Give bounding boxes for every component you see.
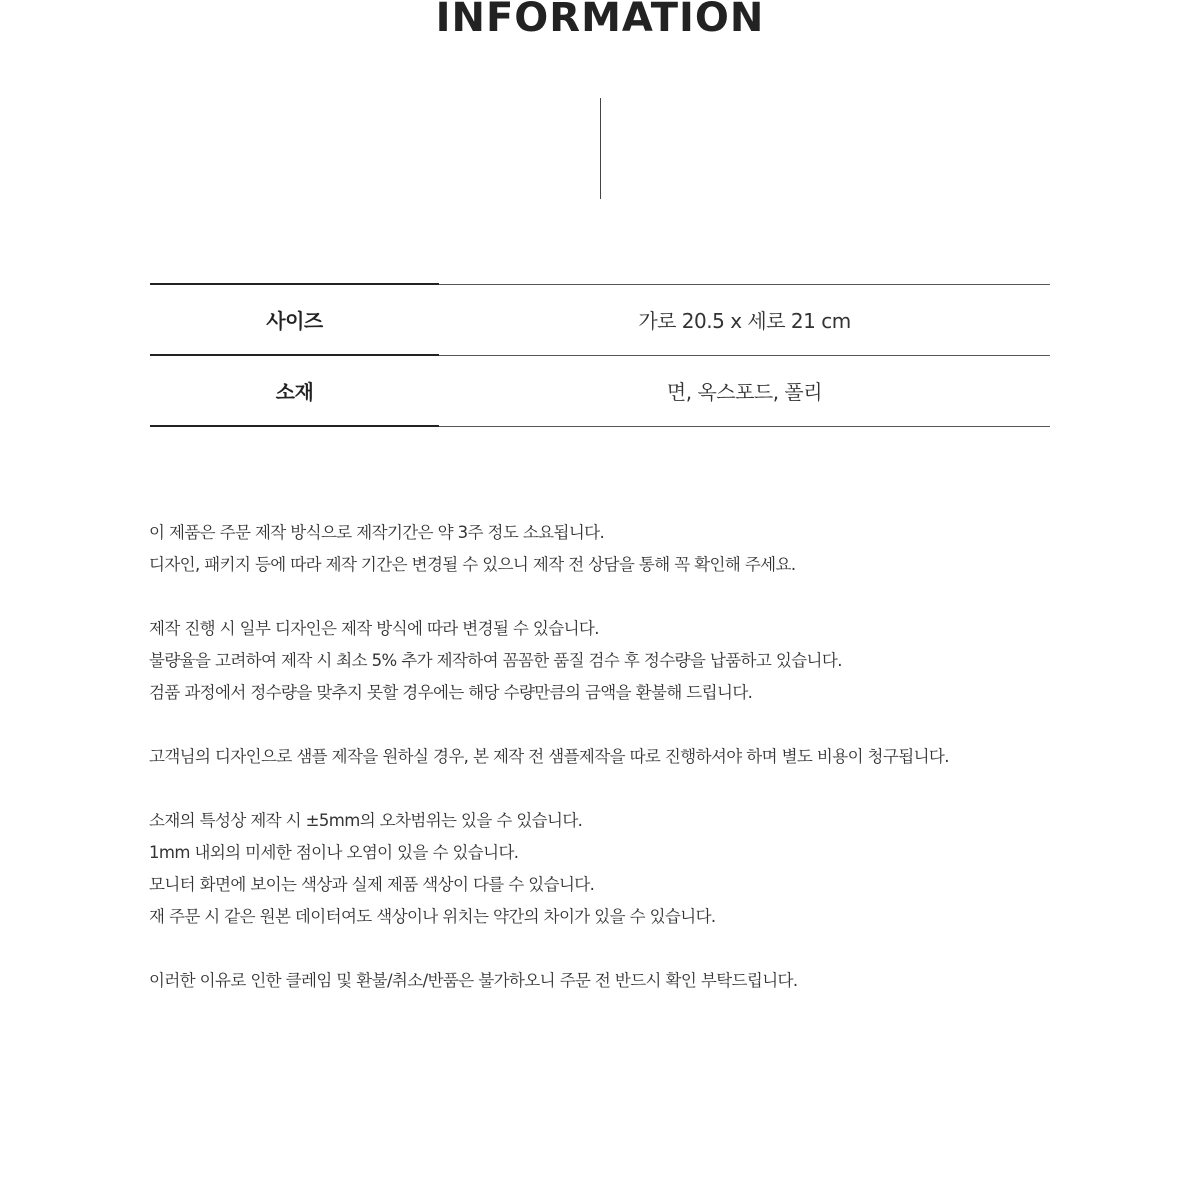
spec-row-material	[150, 355, 1050, 426]
spec-table	[150, 283, 1050, 427]
note-spacer	[149, 581, 1099, 613]
spec-value-size: 가로 20.5 x 세로 21 cm	[439, 284, 1050, 355]
spec-label-material: 소재	[150, 355, 439, 426]
vertical-divider	[600, 98, 601, 199]
note-spacer	[149, 933, 1099, 965]
note-production-change: 디자인, 패키지 등에 따라 제작 기간은 변경될 수 있으니 제작 전 상담을 통해 꼭 확인해 주세요.	[149, 555, 796, 574]
note-spacer	[149, 773, 1099, 805]
note-reorder: 재 주문 시 같은 원본 데이터여도 색상이나 위치는 약간의 차이가 있을 수 있습니다.	[149, 907, 716, 926]
spec-label-size: 사이즈	[150, 284, 439, 355]
note-spacer	[149, 709, 1099, 741]
spec-row-size	[150, 284, 1050, 355]
note-refund: 검품 과정에서 정수량을 맞추지 못할 경우에는 해당 수량만큼의 금액을 환불해 드립니다.	[149, 683, 753, 702]
note-tolerance: 소재의 특성상 제작 시 ±5mm의 오차범위는 있을 수 있습니다.	[149, 811, 583, 830]
note-monitor-color: 모니터 화면에 보이는 색상과 실제 제품 색상이 다를 수 있습니다.	[149, 875, 595, 894]
note-design-change: 제작 진행 시 일부 디자인은 제작 방식에 따라 변경될 수 있습니다.	[149, 619, 599, 638]
note-sample: 고객님의 디자인으로 샘플 제작을 원하실 경우, 본 제작 전 샘플제작을 따로 진행하셔야 하며 별도 비용이 청구됩니다.	[149, 747, 949, 766]
note-production-time: 이 제품은 주문 제작 방식으로 제작기간은 약 3주 정도 소요됩니다.	[149, 523, 605, 542]
page-title: INFORMATION	[435, 0, 765, 41]
note-spots: 1mm 내외의 미세한 점이나 오염이 있을 수 있습니다.	[149, 843, 519, 862]
spec-value-material: 면, 옥스포드, 폴리	[439, 355, 1050, 426]
note-no-claims: 이러한 이유로 인한 클레임 및 환불/취소/반품은 불가하오니 주문 전 반드시 확인 부탁드립니다.	[149, 971, 798, 990]
note-defect-rate: 불량율을 고려하여 제작 시 최소 5% 추가 제작하여 꼼꼼한 품질 검수 후 정수량을 납품하고 있습니다.	[149, 651, 842, 670]
notes-section	[149, 517, 1099, 997]
